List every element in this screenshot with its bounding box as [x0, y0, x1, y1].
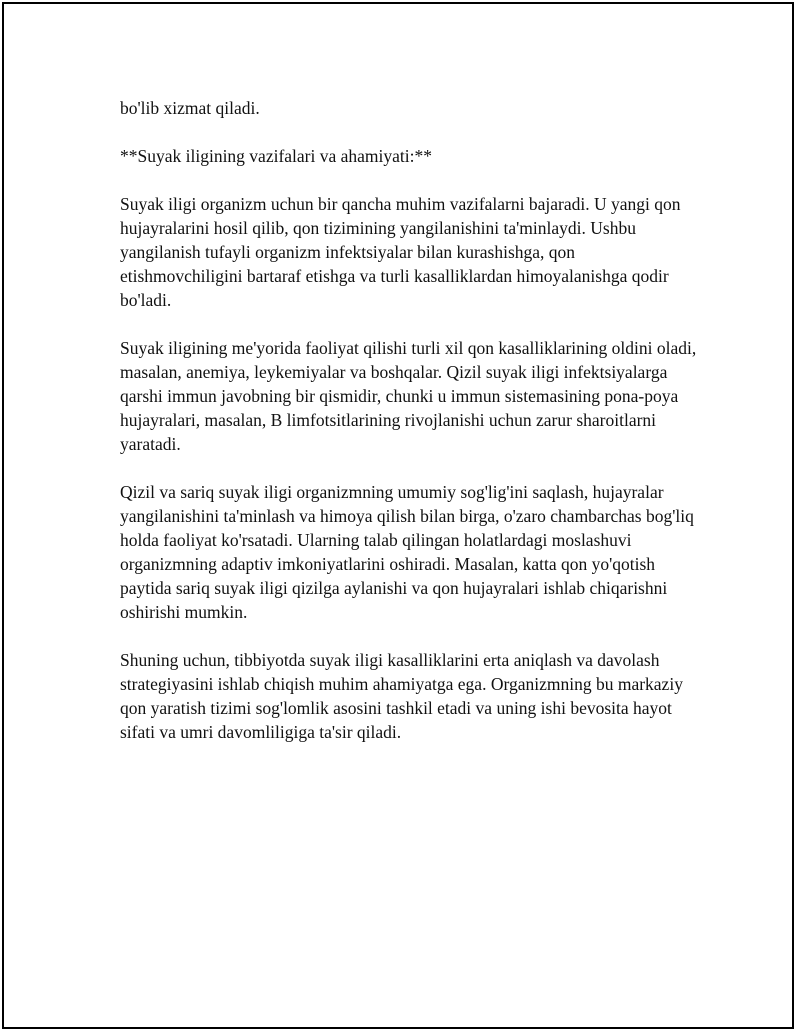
document-page — [2, 2, 794, 1029]
paragraph-conclusion: Shuning uchun, tibbiyotda suyak iligi kasalliklarini erta aniqlash va davolash strategiyasini ishlab chiqish muhim ahamiyatga ega. Organizmning bu markaziy qon yaratish tizimi sog'lomlik asosini tashkil etadi va uning ishi bevosita hayot sifati va umri davomliligiga ta'sir qiladi. — [120, 650, 683, 742]
paragraph-continuation: bo'lib xizmat qiladi. — [120, 98, 260, 118]
paragraph-normal-function: Suyak iligining me'yorida faoliyat qilishi turli xil qon kasalliklarining oldini oladi, masalan, anemiya, leykemiyalar va boshqalar. Qizil suyak iligi infektsiyalarga qarshi immun javobning bir qismidir, chunki u immun sistemasining pona-poya hujayralari, masalan, B limfotsitlarining rivojlanishi uchun zarur sharoitlarni yaratadi. — [120, 338, 697, 454]
section-heading: **Suyak iligining vazifalari va ahamiyati:** — [120, 146, 433, 166]
paragraph-functions: Suyak iligi organizm uchun bir qancha muhim vazifalarni bajaradi. U yangi qon hujayralarini hosil qilib, qon tizimining yangilanishini ta'minlaydi. Ushbu yangilanish tufayli organizm infektsiyalar bilan kurashishga, qon etishmovchiligini bartaraf etishga va turli kasalliklardan himoyalanishga qodir bo'ladi. — [120, 194, 681, 310]
paragraph-red-yellow-marrow: Qizil va sariq suyak iligi organizmning umumiy sog'lig'ini saqlash, hujayralar yangilanishini ta'minlash va himoya qilish bilan birga, o'zaro chambarchas bog'liq holda faoliyat ko'rsatadi. Ularning talab qilingan holatlardagi moslashuvi organizmning adaptiv imkoniyatlarini oshiradi. Masalan, katta qon yo'qotish paytida sariq suyak iligi qizilga aylanishi va qon hujayralari ishlab chiqarishni oshirishi mumkin. — [120, 482, 694, 622]
document-body — [120, 96, 700, 768]
